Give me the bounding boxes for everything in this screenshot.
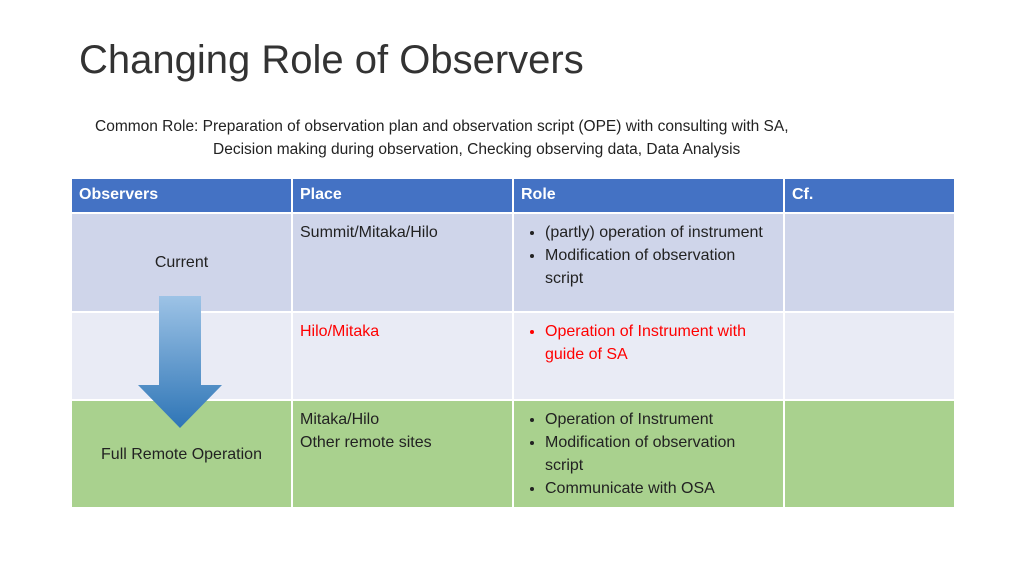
cf-cell <box>784 312 955 400</box>
place-cell <box>292 400 513 508</box>
role-item: • (partly) operation of instrument <box>545 221 776 244</box>
observer-cell: Full Remote Operation <box>71 400 292 508</box>
common-role-line-1: Common Role: Preparation of observation plan and observation script (OPE) with consulting with SA, <box>95 118 789 135</box>
role-item: • Operation of Instrument <box>545 408 776 431</box>
common-role-line-2: Decision making during observation, Checking observing data, Data Analysis <box>213 141 741 158</box>
role-item: • Operation of Instrument with guide of SA <box>545 320 776 366</box>
cf-cell <box>784 400 955 508</box>
header-cf: Cf. <box>784 178 955 213</box>
role-list <box>521 221 776 290</box>
role-item: • Modification of observation script <box>545 431 776 477</box>
role-item: • Modification of observation script <box>545 244 776 290</box>
place-line: Other remote sites <box>300 434 432 451</box>
down-arrow-icon <box>138 296 222 428</box>
role-item: • Communicate with OSA <box>545 477 776 500</box>
slide-title: Changing Role of Observers <box>79 38 584 82</box>
header-place: Place <box>292 178 513 213</box>
role-cell <box>513 312 784 400</box>
observer-cell: Current <box>71 213 292 312</box>
role-cell <box>513 213 784 312</box>
place-cell <box>292 312 513 400</box>
cf-cell <box>784 213 955 312</box>
place-line: Hilo/Mitaka <box>300 323 380 340</box>
header-observers: Observers <box>71 178 292 213</box>
role-list <box>521 408 776 500</box>
role-list <box>521 320 776 366</box>
role-cell <box>513 400 784 508</box>
place-line: Mitaka/Hilo <box>300 411 380 428</box>
place-cell <box>292 213 513 312</box>
table-header-row <box>71 178 955 213</box>
common-role-text <box>95 115 789 161</box>
header-role: Role <box>513 178 784 213</box>
place-line: Summit/Mitaka/Hilo <box>300 224 438 241</box>
